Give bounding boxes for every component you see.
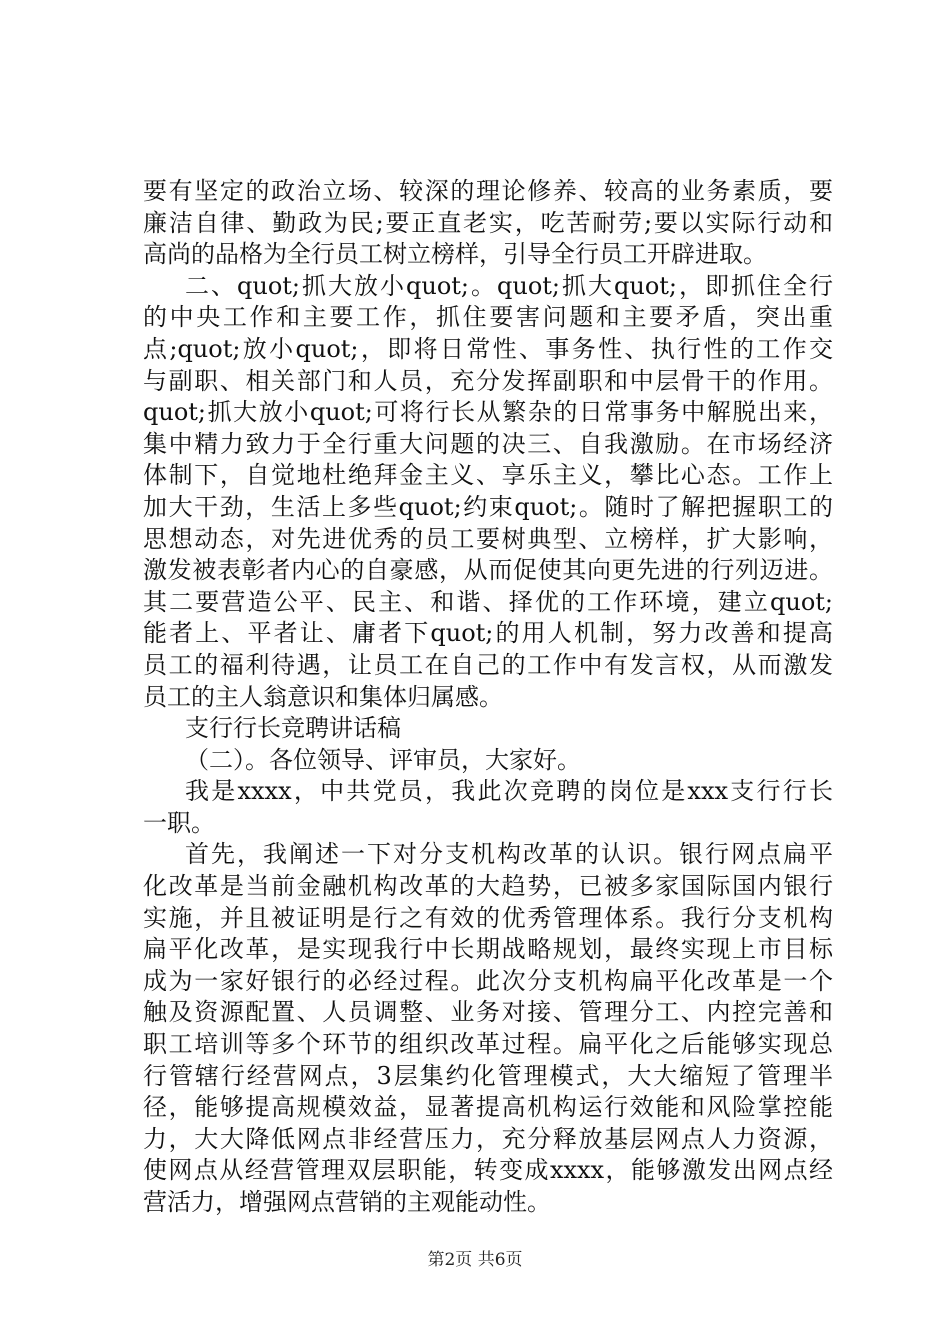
text-line: 一职。 (143, 808, 215, 837)
text-line: 扁平化改革，是实现我行中长期战略规划，最终实现上市目标 (143, 935, 833, 964)
text-line: 员工的主人翁意识和集体归属感。 (143, 682, 503, 711)
document-body (0, 176, 950, 1219)
text-line: 成为一家好银行的必经过程。此次分支机构扁平化改革是一个 (143, 966, 833, 995)
text-line: 廉洁自律、勤政为民;要正直老实，吃苦耐劳;要以实际行动和 (143, 208, 833, 237)
text-line: 使网点从经营管理双层职能，转变成xxxx，能够激发出网点经 (143, 1156, 833, 1185)
text-line: 要有坚定的政治立场、较深的理论修养、较高的业务素质，要 (143, 177, 833, 205)
text-line: 支行行长竞聘讲话稿 (185, 714, 401, 743)
text-line: 化改革是当前金融机构改革的大趋势，已被多家国际国内银行 (143, 872, 833, 901)
text-line: 我是xxxx，中共党员，我此次竞聘的岗位是xxx支行行长 (185, 777, 833, 806)
text-line: 二、quot;抓大放小quot;。quot;抓大quot;，即抓住全行 (185, 271, 833, 300)
text-line: 触及资源配置、人员调整、业务对接、管理分工、内控完善和 (143, 998, 833, 1027)
page-footer (0, 1245, 950, 1270)
text-line: 点;quot;放小quot;，即将日常性、事务性、执行性的工作交 (143, 334, 833, 363)
text-line: 职工培训等多个环节的组织改革过程。扁平化之后能够实现总 (143, 1030, 833, 1059)
text-line: 思想动态，对先进优秀的员工要树典型、立榜样，扩大影响， (143, 524, 833, 553)
text-line: 径，能够提高规模效益，显著提高机构运行效能和风险掌控能 (143, 1093, 833, 1122)
page-number-label: 第2页 共6页 (427, 1250, 523, 1270)
text-line: 营活力，增强网点营销的主观能动性。 (143, 1188, 551, 1216)
text-line: 其二要营造公平、民主、和谐、择优的工作环境，建立quot; (143, 587, 833, 616)
text-line: 集中精力致力于全行重大问题的决三、自我激励。在市场经济 (143, 429, 833, 458)
text-line: 首先，我阐述一下对分支机构改革的认识。银行网点扁平 (185, 840, 833, 869)
text-line: quot;抓大放小quot;可将行长从繁杂的日常事务中解脱出来， (143, 398, 833, 427)
text-line: 实施，并且被证明是行之有效的优秀管理体系。我行分支机构 (143, 903, 833, 932)
text-line: 的中央工作和主要工作，抓住要害问题和主要矛盾，突出重 (143, 303, 833, 332)
text-line: 力，大大降低网点非经营压力，充分释放基层网点人力资源， (143, 1124, 833, 1153)
text-line: （二）。各位领导、评审员，大家好。 (185, 745, 581, 774)
text-line: 体制下，自觉地杜绝拜金主义、享乐主义，攀比心态。工作上 (143, 461, 833, 490)
text-line: 行管辖行经营网点，3层集约化管理模式，大大缩短了管理半 (143, 1061, 833, 1090)
text-line: 高尚的品格为全行员工树立榜样，引导全行员工开辟进取。 (143, 240, 767, 269)
text-line: 激发被表彰者内心的自豪感，从而促使其向更先进的行列迈进。 (143, 556, 833, 585)
text-line: 能者上、平者让、庸者下quot;的用人机制，努力改善和提高 (143, 619, 833, 648)
text-line: 加大干劲，生活上多些quot;约束quot;。随时了解把握职工的 (143, 492, 833, 521)
text-line: 员工的福利待遇，让员工在自己的工作中有发言权，从而激发 (143, 650, 833, 679)
text-line: 与副职、相关部门和人员，充分发挥副职和中层骨干的作用。 (143, 366, 833, 395)
